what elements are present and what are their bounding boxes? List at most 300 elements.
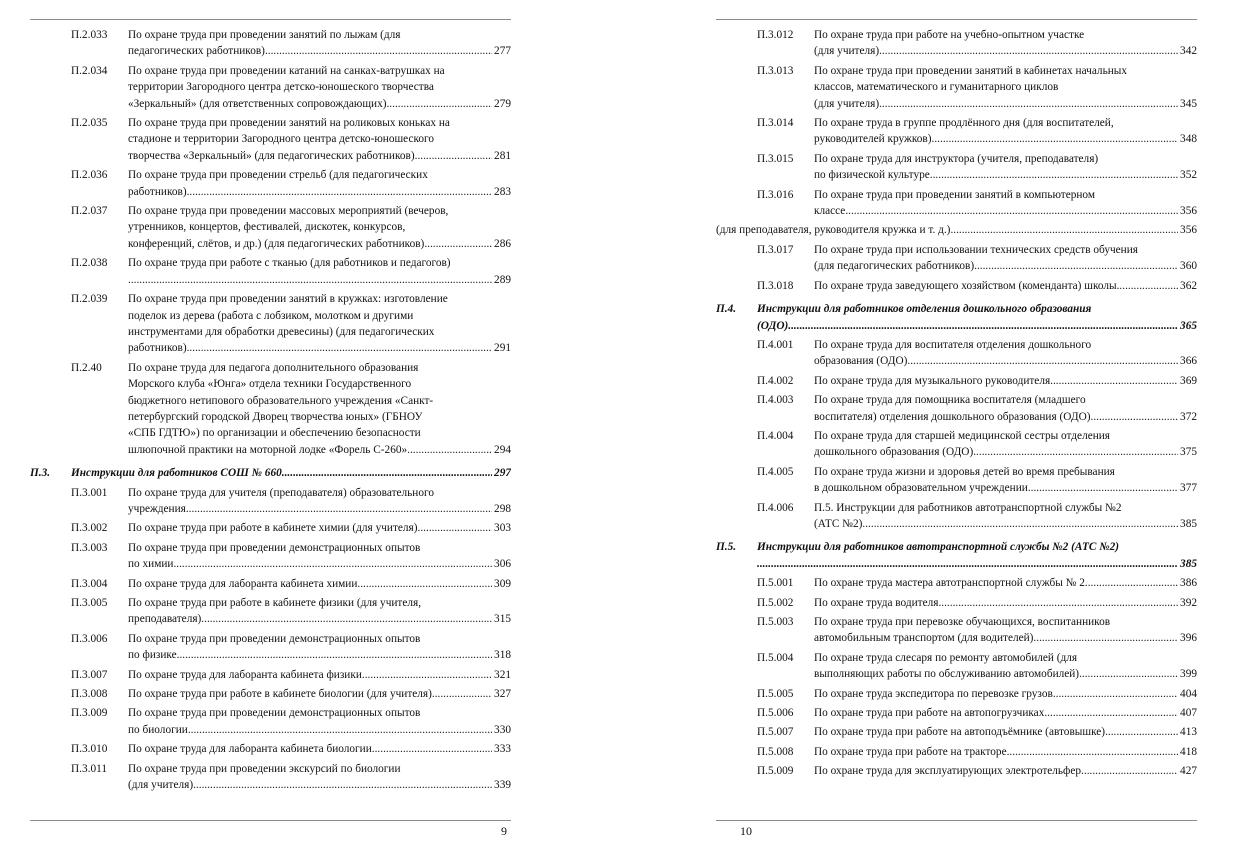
leader-line	[814, 630, 1197, 646]
leader-line	[757, 318, 1197, 334]
leader-line	[814, 595, 1197, 611]
entry-page: 360	[1180, 260, 1197, 273]
entry-number: П.5.002	[757, 596, 794, 609]
entry-number: П.5.001	[757, 577, 794, 590]
dot-leader	[1105, 724, 1178, 740]
toc-entry	[716, 705, 1197, 721]
dot-leader	[907, 353, 1178, 369]
bottom-rule	[716, 820, 1197, 821]
entry-number: П.2.038	[71, 257, 108, 270]
leader-line	[814, 666, 1197, 682]
leader-line	[128, 576, 511, 592]
entry-page: 303	[494, 522, 511, 535]
entry-line: По охране труда жизни и здоровья детей во время пребывания	[814, 465, 1115, 478]
leader-line	[814, 763, 1197, 779]
entry-line: По охране труда при проведении демонстрационных опытов	[128, 632, 421, 645]
entry-number: П.3.013	[757, 64, 794, 77]
entry-line: По охране труда для педагога дополнительного образования	[128, 361, 419, 374]
page-number: 9	[501, 824, 507, 838]
dot-leader	[879, 96, 1178, 112]
leader-line	[128, 43, 511, 59]
entry-last-line: преподавателя)	[128, 613, 202, 626]
entry-page: 339	[494, 779, 511, 792]
leader-line	[814, 167, 1197, 183]
entry-number: П.2.036	[71, 169, 108, 182]
entry-line: По охране труда при проведении занятий в кружках: изготовление	[128, 293, 448, 306]
toc-right	[716, 27, 1197, 783]
dot-leader	[1050, 373, 1178, 389]
entry-page: 392	[1180, 596, 1197, 609]
dot-leader	[938, 595, 1178, 611]
entry-page: 366	[1180, 355, 1197, 368]
entry-line: По охране труда при проведении занятий на роликовых коньках на	[128, 117, 450, 130]
section-body	[716, 539, 1197, 572]
toc-entry	[30, 360, 511, 458]
toc-entry	[30, 540, 511, 573]
dot-leader	[188, 722, 492, 738]
entry-last-line: (для педагогических работников)	[814, 260, 975, 273]
leader-line	[128, 741, 511, 757]
dot-leader	[1007, 744, 1178, 760]
entry-page: 306	[494, 558, 511, 571]
toc-entry	[716, 242, 1197, 275]
entry-page: 377	[1180, 482, 1197, 495]
dot-leader	[407, 442, 492, 458]
toc-entry	[716, 744, 1197, 760]
toc-entry	[716, 373, 1197, 389]
toc-entry	[30, 63, 511, 112]
entry-number: П.3.004	[71, 577, 108, 590]
leader-line	[128, 442, 511, 458]
entry-line: По охране труда при проведении демонстрационных опытов	[128, 707, 421, 720]
bottom-rule	[30, 820, 511, 821]
entry-page: 281	[494, 149, 511, 162]
dot-leader	[128, 272, 492, 288]
entry-page: 352	[1180, 169, 1197, 182]
entry-page: 356	[1180, 224, 1197, 237]
entry-last-line: творчества «Зеркальный» (для педагогических работников)	[128, 149, 415, 162]
entry-last-line: выполняющих работы по обслуживанию автомобилей)	[814, 668, 1080, 681]
entry-page: 386	[1180, 577, 1197, 590]
entry-page: 333	[494, 743, 511, 756]
entry-last-line: работников)	[128, 185, 187, 198]
toc-entry	[716, 337, 1197, 370]
entry-number: П.5.008	[757, 745, 794, 758]
entry-page: 375	[1180, 446, 1197, 459]
section-body	[716, 301, 1197, 334]
entry-page: 418	[1180, 745, 1197, 758]
leader-line	[128, 501, 511, 517]
entry-page: 291	[494, 342, 511, 355]
entry-page: 286	[494, 237, 511, 250]
entry-line: По охране труда при перевозке обучающихся, воспитанников	[814, 616, 1111, 628]
toc-entry	[716, 763, 1197, 779]
entry-last-line: (ОДО)	[757, 319, 789, 332]
entry-last-line: автомобильным транспортом (для водителей)	[814, 632, 1034, 645]
dot-leader	[282, 465, 492, 481]
dot-leader	[1117, 278, 1178, 294]
toc-entry	[30, 203, 511, 252]
toc-entry	[716, 686, 1197, 702]
entry-page: 277	[494, 45, 511, 58]
entry-last-line: По охране труда водителя	[814, 596, 939, 609]
dot-leader	[362, 667, 492, 683]
entry-line: Морского клуба «Юнга» отдела техники Государственного	[128, 378, 412, 391]
entry-last-line: конференций, слётов, и др.) (для педагогических работников)	[128, 237, 425, 250]
dot-leader	[357, 576, 492, 592]
leader-line	[128, 148, 511, 164]
entry-number: П.4.002	[757, 374, 794, 387]
leader-line	[814, 444, 1197, 460]
entry-number: П.3.012	[757, 29, 794, 41]
entry-line: По охране труда в группе продлённого дня (для воспитателей,	[814, 117, 1114, 130]
entry-line: территории Загородного центра детско-юношеского творчества	[128, 81, 434, 94]
entry-last-line: педагогических работников)	[128, 45, 265, 58]
leader-line	[71, 465, 511, 481]
entry-line: По охране труда при проведении экскурсий по биологии	[128, 762, 401, 775]
entry-last-line: работников)	[128, 342, 187, 355]
toc-entry	[30, 167, 511, 200]
entry-number: П.2.039	[71, 293, 108, 306]
entry-last-line: по химии	[128, 558, 174, 571]
leader-line	[814, 705, 1197, 721]
toc-entry	[716, 63, 1197, 112]
dot-leader	[1085, 575, 1178, 591]
dot-leader	[1081, 763, 1178, 779]
entry-line: классов, математического и гуманитарного циклов	[814, 81, 1059, 94]
entry-number: П.3.003	[71, 541, 108, 554]
entry-last-line: По охране труда для лаборанта кабинета биологии	[128, 743, 372, 756]
toc-entry	[716, 500, 1197, 533]
toc-entry	[30, 27, 511, 60]
entry-last-line: По охране труда при работе на автоподъёмнике (автовышке)	[814, 726, 1106, 739]
entry-last-line: (для учителя)	[814, 45, 880, 58]
toc-entry	[716, 428, 1197, 461]
dot-leader	[386, 96, 492, 112]
entry-line: По охране труда при работе на учебно-опытном участке	[814, 29, 1085, 41]
entry-last-line: По охране труда при работе в кабинете химии (для учителя)	[128, 522, 418, 535]
entry-page: 298	[494, 502, 511, 515]
toc-entry	[30, 761, 511, 794]
entry-number: П.2.037	[71, 205, 108, 218]
page-number: 10	[740, 824, 752, 838]
leader-line	[128, 777, 511, 793]
entry-line: По охране труда при проведении занятий по лыжам (для	[128, 29, 401, 41]
leader-line	[716, 222, 1197, 238]
entry-number: П.5.005	[757, 687, 794, 700]
toc-entry	[716, 151, 1197, 184]
dot-leader	[757, 556, 1178, 572]
entry-last-line: «Зеркальный» (для ответственных сопровождающих)	[128, 97, 387, 110]
entry-page: 385	[1180, 517, 1197, 530]
entry-number: П.2.033	[71, 29, 108, 41]
entry-line: По охране труда для помощника воспитателя (младшего	[814, 394, 1086, 407]
section-number: П.4.	[716, 303, 737, 316]
entry-page: 283	[494, 185, 511, 198]
entry-page: 318	[494, 649, 511, 662]
entry-number: П.3.010	[71, 743, 108, 756]
entry-number: П.5.006	[757, 707, 794, 720]
entry-last-line: По охране труда для лаборанта кабинета химии	[128, 577, 358, 590]
entry-page: 407	[1180, 707, 1197, 720]
leader-line	[128, 556, 511, 572]
leader-line	[128, 340, 511, 356]
dot-leader	[862, 516, 1178, 532]
leader-line	[814, 724, 1197, 740]
toc-entry	[716, 650, 1197, 683]
entry-last-line: образования (ОДО)	[814, 355, 908, 368]
entry-page: 321	[494, 668, 511, 681]
entry-number: П.3.001	[71, 486, 108, 499]
entry-page: 385	[1180, 557, 1197, 570]
dot-leader	[265, 43, 492, 59]
entry-number: П.3.015	[757, 152, 794, 165]
dot-leader	[187, 340, 492, 356]
entry-page: 362	[1180, 279, 1197, 292]
entry-number: П.5.004	[757, 651, 794, 664]
entry-number: П.2.034	[71, 64, 108, 77]
toc-entry	[716, 595, 1197, 611]
dot-leader	[418, 520, 493, 536]
leader-line	[128, 722, 511, 738]
entry-line: По охране труда слесаря по ремонту автомобилей (для	[814, 651, 1078, 664]
entry-page: 404	[1180, 687, 1197, 700]
toc-entry	[30, 520, 511, 536]
toc-entry	[30, 631, 511, 664]
entry-number: П.3.018	[757, 279, 794, 292]
leader-line	[128, 184, 511, 200]
entry-line: По охране труда для воспитателя отделения дошкольного	[814, 338, 1092, 351]
entry-number: П.3.017	[757, 243, 794, 256]
leader-line	[128, 667, 511, 683]
entry-line: П.5. Инструкции для работников автотранспортной службы №2	[814, 501, 1122, 514]
entry-line: По охране труда для старшей медицинской сестры отделения	[814, 429, 1111, 442]
section-heading	[716, 301, 1197, 334]
leader-line	[128, 520, 511, 536]
toc-entry	[30, 741, 511, 757]
leader-line	[128, 647, 511, 663]
entry-last-line: классе	[814, 205, 846, 218]
toc-left	[30, 27, 511, 796]
entry-number: П.5.009	[757, 765, 794, 778]
entry-last-line: (для преподавателя, руководителя кружка и т. д.)	[716, 224, 951, 237]
dot-leader	[424, 236, 492, 252]
toc-entry	[716, 278, 1197, 294]
entry-last-line: воспитателя) отделения дошкольного образования (ОДО)	[814, 410, 1091, 423]
entry-line: петербургский городской Дворец творчества юных» (ГБНОУ	[128, 410, 423, 423]
entry-line: утренников, концертов, фестивалей, дискотек, конкурсов,	[128, 221, 406, 234]
leader-line	[128, 272, 511, 288]
entry-last-line: По охране труда при работе на тракторе	[814, 745, 1007, 758]
leader-line	[128, 611, 511, 627]
entry-page: 330	[494, 723, 511, 736]
entry-number: П.4.006	[757, 501, 794, 514]
leader-line	[814, 258, 1197, 274]
entry-page: 327	[494, 688, 511, 701]
dot-leader	[177, 647, 492, 663]
entry-last-line: По охране труда при работе на автопогрузчиках	[814, 707, 1045, 720]
entry-last-line: (для учителя)	[128, 779, 194, 792]
entry-last-line: дошкольного образования (ОДО)	[814, 446, 974, 459]
dot-leader	[973, 444, 1178, 460]
entry-line: стадионе и территории Загородного центра детско-юношеского	[128, 133, 435, 146]
entry-last-line: руководителей кружков)	[814, 133, 932, 146]
entry-last-line: По охране труда для музыкального руководителя	[814, 374, 1051, 387]
entry-number: П.3.008	[71, 688, 108, 701]
entry-number: П.3.014	[757, 117, 794, 130]
dot-leader	[186, 501, 492, 517]
entry-number: П.3.007	[71, 668, 108, 681]
toc-entry	[716, 724, 1197, 740]
toc-entry	[716, 575, 1197, 591]
top-rule	[30, 19, 511, 20]
entry-last-line: (АТС №2)	[814, 517, 863, 530]
dot-leader	[201, 611, 492, 627]
entry-last-line: в дошкольном образовательном учреждении	[814, 482, 1028, 495]
entry-page: 342	[1180, 45, 1197, 58]
toc-entry	[716, 614, 1197, 647]
entry-page: 372	[1180, 410, 1197, 423]
toc-entry	[716, 115, 1197, 148]
entry-line: По охране труда при проведении массовых мероприятий (вечеров,	[128, 205, 449, 218]
dot-leader	[1079, 666, 1178, 682]
entry-page: 315	[494, 613, 511, 626]
toc-entry	[716, 187, 1197, 220]
entry-last-line: По охране труда для лаборанта кабинета физики	[128, 668, 362, 681]
entry-last-line: По охране труда при работе в кабинете биологии (для учителя)	[128, 688, 432, 701]
entry-page: 289	[494, 273, 511, 286]
entry-number: П.3.006	[71, 632, 108, 645]
leader-line	[128, 236, 511, 252]
section-heading	[716, 539, 1197, 572]
entry-line: «СПБ ГДТЮ») по организации и обеспечению безопасности	[128, 427, 421, 440]
entry-number: П.5.003	[757, 616, 794, 628]
toc-entry	[30, 485, 511, 518]
toc-entry	[30, 255, 511, 288]
toc-entry	[30, 291, 511, 357]
entry-last-line: по биологии	[128, 723, 188, 736]
dot-leader	[932, 131, 1179, 147]
entry-last-line: шлюпочной практики на моторной лодке «Форель С-260»	[128, 443, 408, 456]
entry-line: По охране труда для учителя (преподавателя) образовательного	[128, 486, 435, 499]
section-body	[30, 465, 511, 481]
toc-entry	[30, 686, 511, 702]
leader-line	[814, 353, 1197, 369]
section-heading	[30, 465, 511, 481]
top-rule	[716, 19, 1197, 20]
section-title: Инструкции для работников автотранспортной службы №2 (АТС №2)	[757, 541, 1119, 554]
entry-number: П.3.005	[71, 597, 108, 609]
entry-page: 345	[1180, 97, 1197, 110]
entry-page: 369	[1180, 374, 1197, 387]
leader-line	[814, 131, 1197, 147]
dot-leader	[930, 167, 1178, 183]
entry-last-line: по физической культуре	[814, 169, 930, 182]
entry-last-line: (для учителя)	[814, 97, 880, 110]
entry-last-line: по физике	[128, 649, 177, 662]
entry-number: П.4.005	[757, 465, 794, 478]
entry-page: 348	[1180, 133, 1197, 146]
entry-page: 356	[1180, 205, 1197, 218]
leader-line	[814, 203, 1197, 219]
entry-last-line: По охране труда экспедитора по перевозке грузов	[814, 687, 1053, 700]
entry-line: По охране труда для инструктора (учителя, преподавателя)	[814, 152, 1099, 165]
dot-leader	[1033, 630, 1178, 646]
dot-leader	[950, 222, 1178, 238]
entry-line: По охране труда при проведении занятий в компьютерном	[814, 188, 1095, 201]
entry-page: 294	[494, 443, 511, 456]
section-number: П.5.	[716, 541, 737, 554]
dot-leader	[193, 777, 492, 793]
leader-line	[814, 43, 1197, 59]
toc-entry	[30, 595, 511, 628]
leader-line	[128, 686, 511, 702]
entry-number: П.4.004	[757, 429, 794, 442]
leader-line	[128, 96, 511, 112]
dot-leader	[415, 148, 492, 164]
entry-page: 365	[1180, 319, 1197, 332]
dot-leader	[788, 318, 1178, 334]
leader-line	[814, 96, 1197, 112]
entry-line: По охране труда при проведении катаний на санках-ватрушках на	[128, 64, 445, 77]
dot-leader	[1091, 409, 1179, 425]
left-page	[30, 0, 511, 842]
entry-number: П.2.40	[71, 361, 102, 374]
entry-line: По охране труда при проведении занятий в кабинетах начальных	[814, 64, 1128, 77]
entry-number: П.5.007	[757, 726, 794, 739]
entry-line: бюджетного нетипового образовательного учреждения «Санкт-	[128, 394, 434, 407]
leader-line	[814, 480, 1197, 496]
entry-last-line: учреждения	[128, 502, 186, 515]
toc-entry	[30, 576, 511, 592]
entry-line: По охране труда при работе с тканью (для работников и педагогов)	[128, 257, 451, 270]
dot-leader	[1044, 705, 1178, 721]
entry-page: 279	[494, 97, 511, 110]
leader-line	[814, 409, 1197, 425]
dot-leader	[173, 556, 492, 572]
leader-line	[814, 686, 1197, 702]
toc-entry	[30, 705, 511, 738]
dot-leader	[372, 741, 492, 757]
entry-number: П.2.035	[71, 117, 108, 130]
entry-last-line: По охране труда для эксплуатирующих электротельфер	[814, 765, 1082, 778]
dot-leader	[845, 203, 1178, 219]
toc-entry	[716, 392, 1197, 425]
entry-last-line: По охране труда заведующего хозяйством (коменданта) школы	[814, 279, 1117, 292]
entry-line: По охране труда при использовании технических средств обучения	[814, 243, 1138, 256]
entry-page: 427	[1180, 765, 1197, 778]
dot-leader	[974, 258, 1178, 274]
entry-page: 396	[1180, 632, 1197, 645]
toc-entry	[675, 222, 1197, 238]
entry-page: 309	[494, 577, 511, 590]
dot-leader	[1028, 480, 1178, 496]
dot-leader	[432, 686, 492, 702]
leader-line	[814, 516, 1197, 532]
dot-leader	[879, 43, 1178, 59]
toc-entry	[30, 667, 511, 683]
entry-number: П.4.001	[757, 338, 794, 351]
entry-last-line: Инструкции для работников СОШ № 660	[71, 467, 282, 480]
entry-number: П.3.002	[71, 522, 108, 535]
section-title: Инструкции для работников отделения дошкольного образования	[757, 303, 1092, 316]
leader-line	[814, 575, 1197, 591]
leader-line	[814, 278, 1197, 294]
entry-page: 399	[1180, 668, 1197, 681]
entry-number: П.3.016	[757, 188, 794, 201]
right-page	[716, 0, 1197, 842]
toc-entry	[716, 464, 1197, 497]
